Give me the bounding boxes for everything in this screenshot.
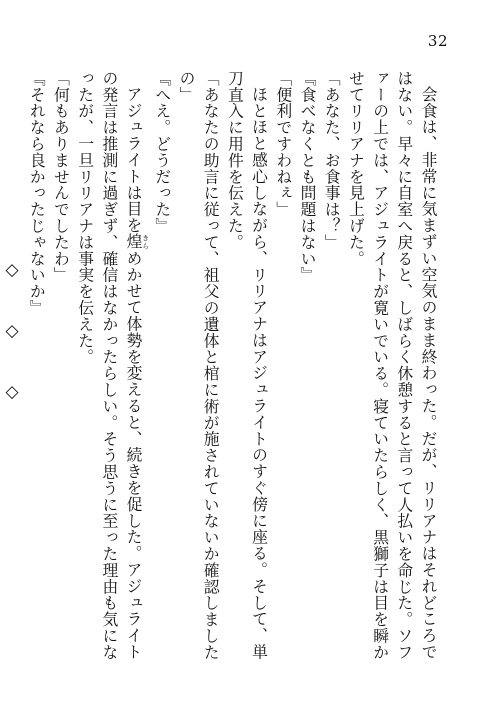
paragraph-text-with-ruby — [72, 70, 149, 670]
dialogue-line: 「あなたの助言に従って、祖父の遺体と棺に術が施されていないか確認しましたの」 — [176, 70, 221, 661]
dialogue-line: 「便利ですわねぇ」 — [273, 70, 293, 218]
ruby-reading: きら — [141, 233, 150, 250]
page-number: 32 — [427, 32, 448, 50]
scene-break-divider: ◇ ◇ ◇ — [2, 260, 23, 414]
ruby-annotation — [124, 233, 150, 250]
paragraph-segment: めかせて体勢を変えると、続きを促した。アジュライトの発言は推測に過ぎず、確信はなかったらしい。そう思うに至った理由も気になったが、一旦リリアナは事実を伝えた。 — [75, 70, 144, 661]
dialogue-line: 『へえ。どうだった』 — [152, 70, 172, 234]
vertical-text-body — [2, 70, 440, 670]
paragraph-text: ほとほと感心しながら、リリアナはアジュライトのすぐ傍に座る。そして、単刀直入に用件を伝えた。 — [225, 70, 269, 660]
paragraph-text: 会食は、非常に気まずい空気のまま終わった。だが、リリアナはそれどころではない。早々に自室へ戻ると、しばらく休憩すると言って人払いを命じた。ソファーの上では、アジュライトが寛いでいる。寝ていたらしく、黒獅子は目を瞬かせてリリアナを見上げた。 — [346, 70, 438, 661]
dialogue-line: 「あなた、お食事は？」 — [322, 70, 342, 251]
paragraph-segment: アジュライトは目を — [124, 85, 144, 234]
dialogue-line: 『それなら良かったじゃないか』 — [27, 70, 47, 316]
dialogue-line: 『食べなくとも問題はない』 — [297, 70, 317, 284]
ruby-base: 煌 — [124, 233, 144, 250]
dialogue-line: 「何もありませんでしたわ」 — [51, 70, 71, 284]
